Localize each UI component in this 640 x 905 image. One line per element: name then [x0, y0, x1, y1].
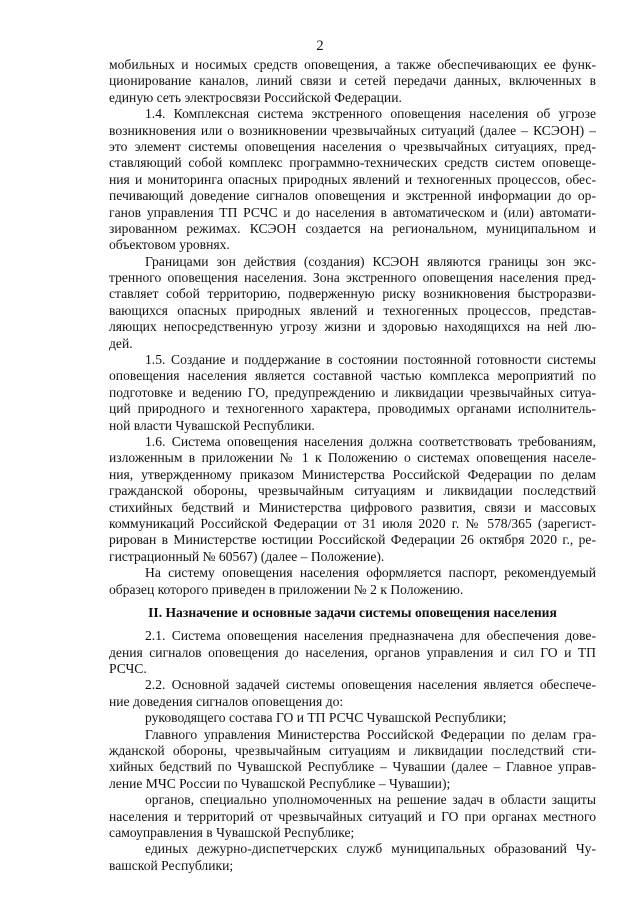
text-line: мобильных и носимых средств оповещения, а также обеспечивающих ее функ-	[109, 57, 596, 72]
text-line: стихийных бедствий и Министерства цифрового развития, связи и массовых	[109, 499, 596, 515]
text-line: возникновения или о возникновении чрезвычайных ситуаций (далее – КСЭОН) –	[109, 122, 596, 138]
paragraph	[109, 792, 596, 841]
text-line: ставляющий собой комплекс программно-технических средств систем оповеще-	[109, 155, 596, 171]
document-body	[109, 57, 596, 874]
text-line: 1.6. Система оповещения населения должна соответствовать требованиям,	[145, 433, 596, 449]
paragraph	[109, 677, 596, 710]
text-line: ционирование каналов, линий связи и сетей передачи данных, включенных в	[109, 73, 596, 89]
text-line: вающихся опасных природных явлений и техногенных процессов, представ-	[109, 302, 596, 318]
text-line: ной власти Чувашской Республики.	[109, 417, 315, 433]
page-number: 2	[316, 38, 324, 54]
text-line: Главного управления Министерства Российской Федерации по делам гра-	[145, 726, 596, 742]
text-line: зированном режимах. КСЭОН создается на региональном, муниципальном и	[109, 220, 596, 236]
text-line: ние доведения сигналов оповещения до:	[109, 693, 344, 709]
text-line: печивающий доведение сигналов оповещения и экстренной информации до ор-	[109, 188, 596, 204]
text-line: это элемент системы оповещения населения о чрезвычайных ситуациях, пред-	[109, 138, 596, 154]
paragraph	[109, 565, 596, 598]
text-line: изложенным в приложении № 1 к Положению о системах оповещения населе-	[109, 450, 596, 466]
paragraph	[109, 352, 596, 434]
paragraph	[109, 434, 596, 565]
paragraph	[109, 841, 596, 874]
text-line: органов, специально уполномоченных на решение задач в области защиты	[145, 792, 596, 808]
text-line: ганов управления ТП РСЧС и до населения в автоматическом и (или) автомати-	[109, 204, 596, 220]
text-line: коммуникаций Российской Федерации от 31 июля 2020 г. № 578/365 (зарегист-	[109, 515, 596, 531]
text-line: руководящего состава ГО и ТП РСЧС Чувашской Республики;	[145, 710, 507, 726]
spacer	[109, 598, 596, 605]
paragraph	[109, 727, 596, 793]
text-line: гражданской обороны, чрезвычайным ситуациям и ликвидации последствий	[109, 483, 596, 499]
text-line: ций природного и техногенного характера, проводимых органами исполнитель-	[109, 401, 596, 417]
text-line: вашской Республики;	[109, 857, 234, 873]
text-line: 2.1. Система оповещения населения предназначена для обеспечения дове-	[145, 628, 596, 644]
paragraph	[109, 628, 596, 677]
spacer	[109, 621, 596, 628]
text-line: ляющих непосредственную угрозу жизни и здоровью находящихся на ней лю-	[109, 319, 596, 335]
text-line: 1.5. Создание и поддержание в состоянии постоянной готовности системы	[145, 352, 596, 368]
text-line: тренного оповещения населения. Зона экстренного оповещения населения пред-	[109, 270, 596, 286]
text-line: образец которого приведен в приложении № 2 к Положению.	[109, 581, 464, 597]
text-line: РСЧС.	[109, 661, 147, 677]
text-line: 2.2. Основной задачей системы оповещения населения является обеспече-	[145, 677, 596, 693]
text-line: На систему оповещения населения оформляется паспорт, рекомендуемый	[145, 565, 596, 581]
text-line: самоуправления в Чувашской Республике;	[109, 824, 355, 840]
text-line: ния и мониторинга опасных природных явлений и техногенных процессов, обес-	[109, 171, 596, 187]
text-line: жданской обороны, чрезвычайным ситуациям и ликвидации последствий сти-	[109, 743, 596, 759]
paragraph	[109, 254, 596, 352]
text-line: подготовке и ведению ГО, предупреждению и ликвидации чрезвычайных ситуа-	[109, 384, 596, 400]
text-line: единых дежурно-диспетчерских служб муниципальных образований Чу-	[145, 841, 596, 857]
text-line: 1.4. Комплексная система экстренного оповещения населения об угрозе	[145, 106, 596, 122]
text-line: единую сеть электросвязи Российской Федерации.	[109, 89, 402, 105]
paragraph	[109, 57, 596, 106]
paragraph	[109, 710, 596, 726]
text-line: дей.	[109, 335, 133, 351]
text-line: ление МЧС России по Чувашской Республике – Чувашии);	[109, 775, 451, 791]
text-line: рирован в Министерстве юстиции Российской Федерации 26 октября 2020 г., ре-	[109, 532, 596, 548]
text-line: оповещения населения является составной частью комплекса мероприятий по	[109, 368, 596, 384]
text-line: ставляет собой территорию, подверженную риску возникновения быстроразви-	[109, 286, 596, 302]
paragraph	[109, 106, 596, 254]
text-line: ния, утвержденному приказом Министерства Российской Федерации по делам	[109, 466, 596, 482]
text-line: гистрационный № 60567) (далее – Положение).	[109, 548, 385, 564]
text-line: хийных бедствий по Чувашской Республике – Чувашии (далее – Главное управ-	[109, 759, 596, 775]
text-line: объектовом уровнях.	[109, 237, 230, 253]
text-line: дения сигналов оповещения до населения, органов управления и сил ГО и ТП	[109, 644, 596, 660]
text-line: Границами зон действия (создания) КСЭОН являются границы зон экс-	[145, 253, 596, 269]
text-line: населения и территорий от чрезвычайных ситуаций и ГО при органах местного	[109, 808, 596, 824]
section-heading: II. Назначение и основные задачи системы оповещения населения	[148, 604, 557, 620]
